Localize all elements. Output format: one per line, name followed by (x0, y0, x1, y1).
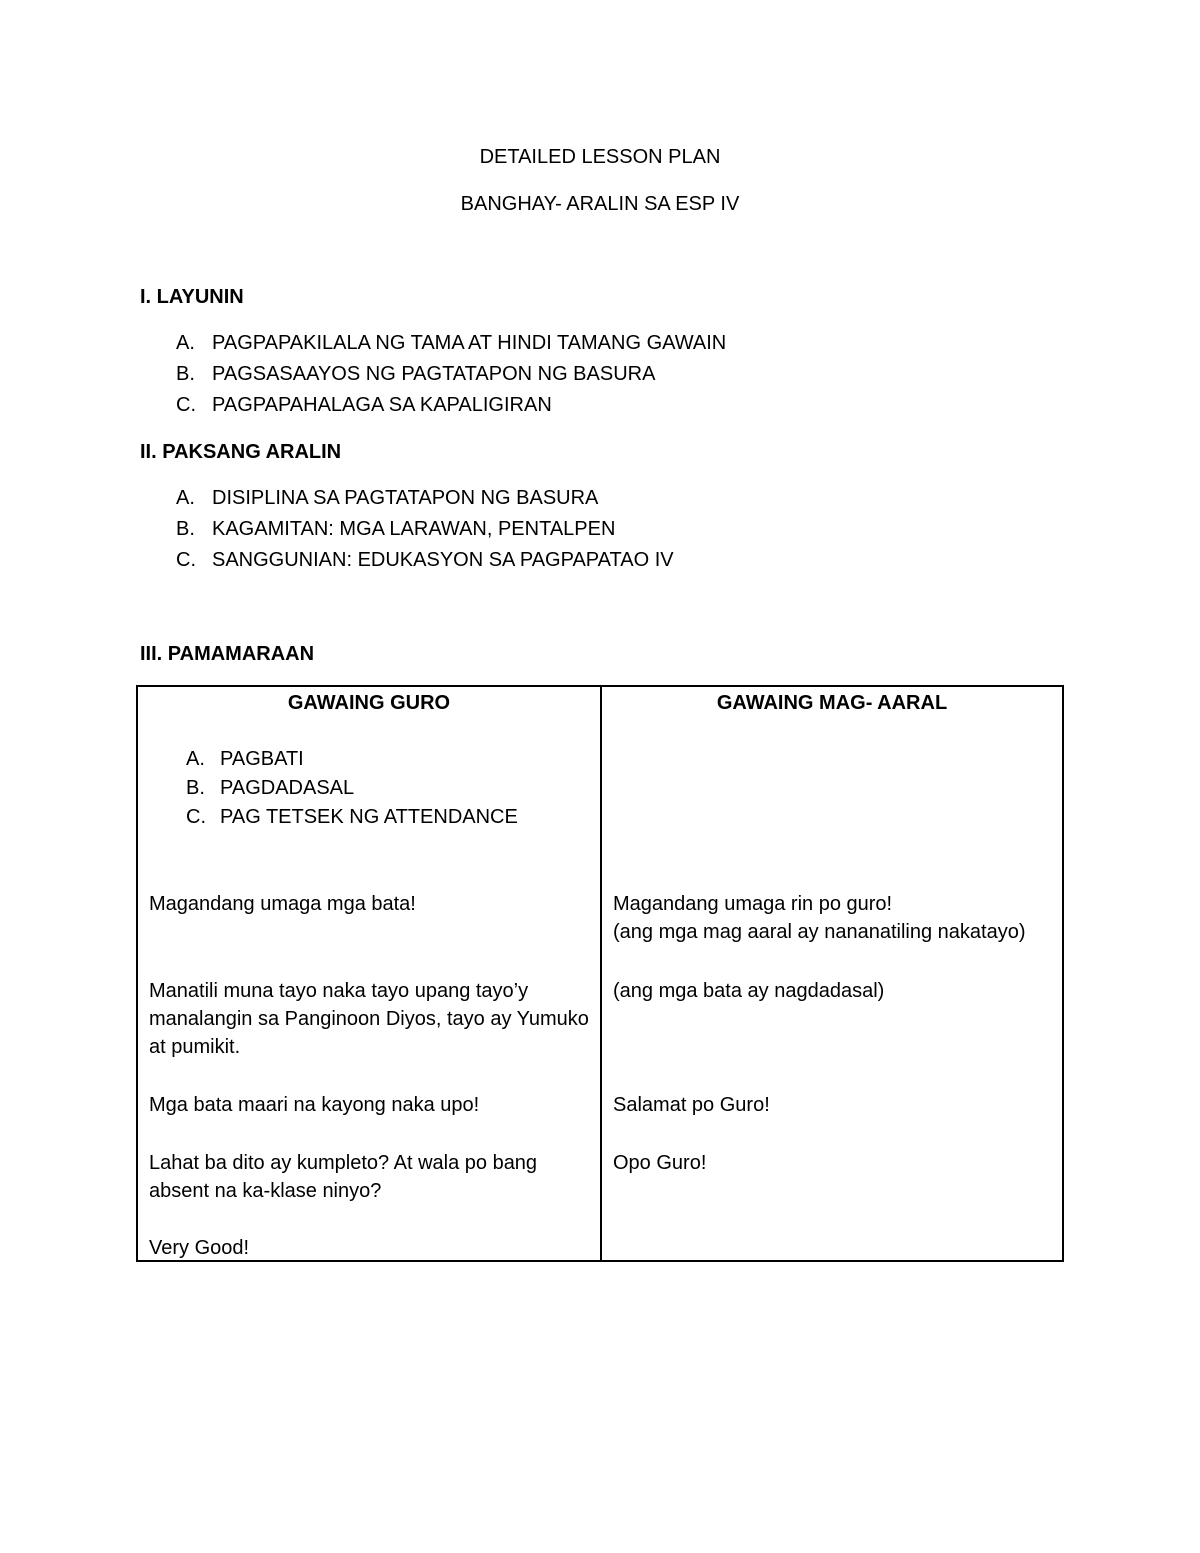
list-letter: C. (186, 806, 206, 828)
section-heading-paksang-aralin: II. PAKSANG ARALIN (140, 441, 342, 463)
paksang-aralin-list (176, 486, 674, 579)
list-item-text: DISIPLINA SA PAGTATAPON NG BASURA (212, 487, 599, 509)
student-prayer-note: (ang mga bata ay nagdadasal) (613, 980, 885, 1002)
list-item (176, 517, 674, 548)
list-letter: A. (176, 487, 195, 509)
list-item-text: KAGAMITAN: MGA LARAWAN, PENTALPEN (212, 518, 616, 540)
list-item-text: PAGBATI (220, 748, 304, 770)
list-item (186, 776, 518, 805)
list-letter: B. (186, 777, 205, 799)
teacher-praise: Very Good! (149, 1237, 250, 1259)
student-column-header: GAWAING MAG- AARAL (716, 692, 948, 714)
list-item-text: PAGDADASAL (220, 777, 355, 799)
list-item-text: SANGGUNIAN: EDUKASYON SA PAGPAPATAO IV (212, 549, 674, 571)
table-row (137, 686, 1063, 1261)
teacher-attendance-question: Lahat ba dito ay kumpleto? At wala po bang absent na ka-klase ninyo? (149, 1152, 538, 1202)
student-column (601, 686, 1063, 1261)
section-heading-layunin: I. LAYUNIN (140, 286, 244, 308)
list-item (176, 393, 726, 424)
list-item-text: PAGPAPAHALAGA SA KAPALIGIRAN (212, 394, 552, 416)
student-standing-note: (ang mga mag aaral ay nananatiling nakatayo) (613, 921, 1026, 943)
list-letter: B. (176, 363, 195, 385)
list-item (186, 747, 518, 776)
teacher-column-header: GAWAING GURO (287, 692, 451, 714)
list-item (186, 805, 518, 834)
list-item (176, 486, 674, 517)
student-thanks: Salamat po Guro! (613, 1094, 770, 1116)
document-subtitle: BANGHAY- ARALIN SA ESP IV (460, 193, 740, 215)
student-reply: Opo Guro! (613, 1152, 707, 1174)
list-item (176, 362, 726, 393)
teacher-greeting: Magandang umaga mga bata! (149, 893, 416, 915)
teacher-column (137, 686, 601, 1261)
list-letter: B. (176, 518, 195, 540)
teacher-prayer-instruction: Manatili muna tayo naka tayo upang tayo’y manalangin sa Panginoon Diyos, tayo ay Yumuko at pumikit. (149, 980, 589, 1058)
list-letter: A. (176, 332, 195, 354)
list-item-text: PAGSASAAYOS NG PAGTATAPON NG BASURA (212, 363, 656, 385)
list-item-text: PAG TETSEK NG ATTENDANCE (220, 806, 518, 828)
teacher-sit-instruction: Mga bata maari na kayong naka upo! (149, 1094, 480, 1116)
student-greeting: Magandang umaga rin po guro! (613, 893, 893, 915)
section-heading-pamamaraan: III. PAMAMARAAN (140, 643, 315, 665)
methods-table (136, 685, 1064, 1262)
list-item (176, 548, 674, 579)
document-title: DETAILED LESSON PLAN (479, 146, 721, 168)
list-item-text: PAGPAPAKILALA NG TAMA AT HINDI TAMANG GAWAIN (212, 332, 727, 354)
list-letter: C. (176, 549, 196, 571)
teacher-activity-list (186, 747, 518, 834)
layunin-list (176, 331, 726, 424)
list-item (176, 331, 726, 362)
list-letter: C. (176, 394, 196, 416)
list-letter: A. (186, 748, 205, 770)
